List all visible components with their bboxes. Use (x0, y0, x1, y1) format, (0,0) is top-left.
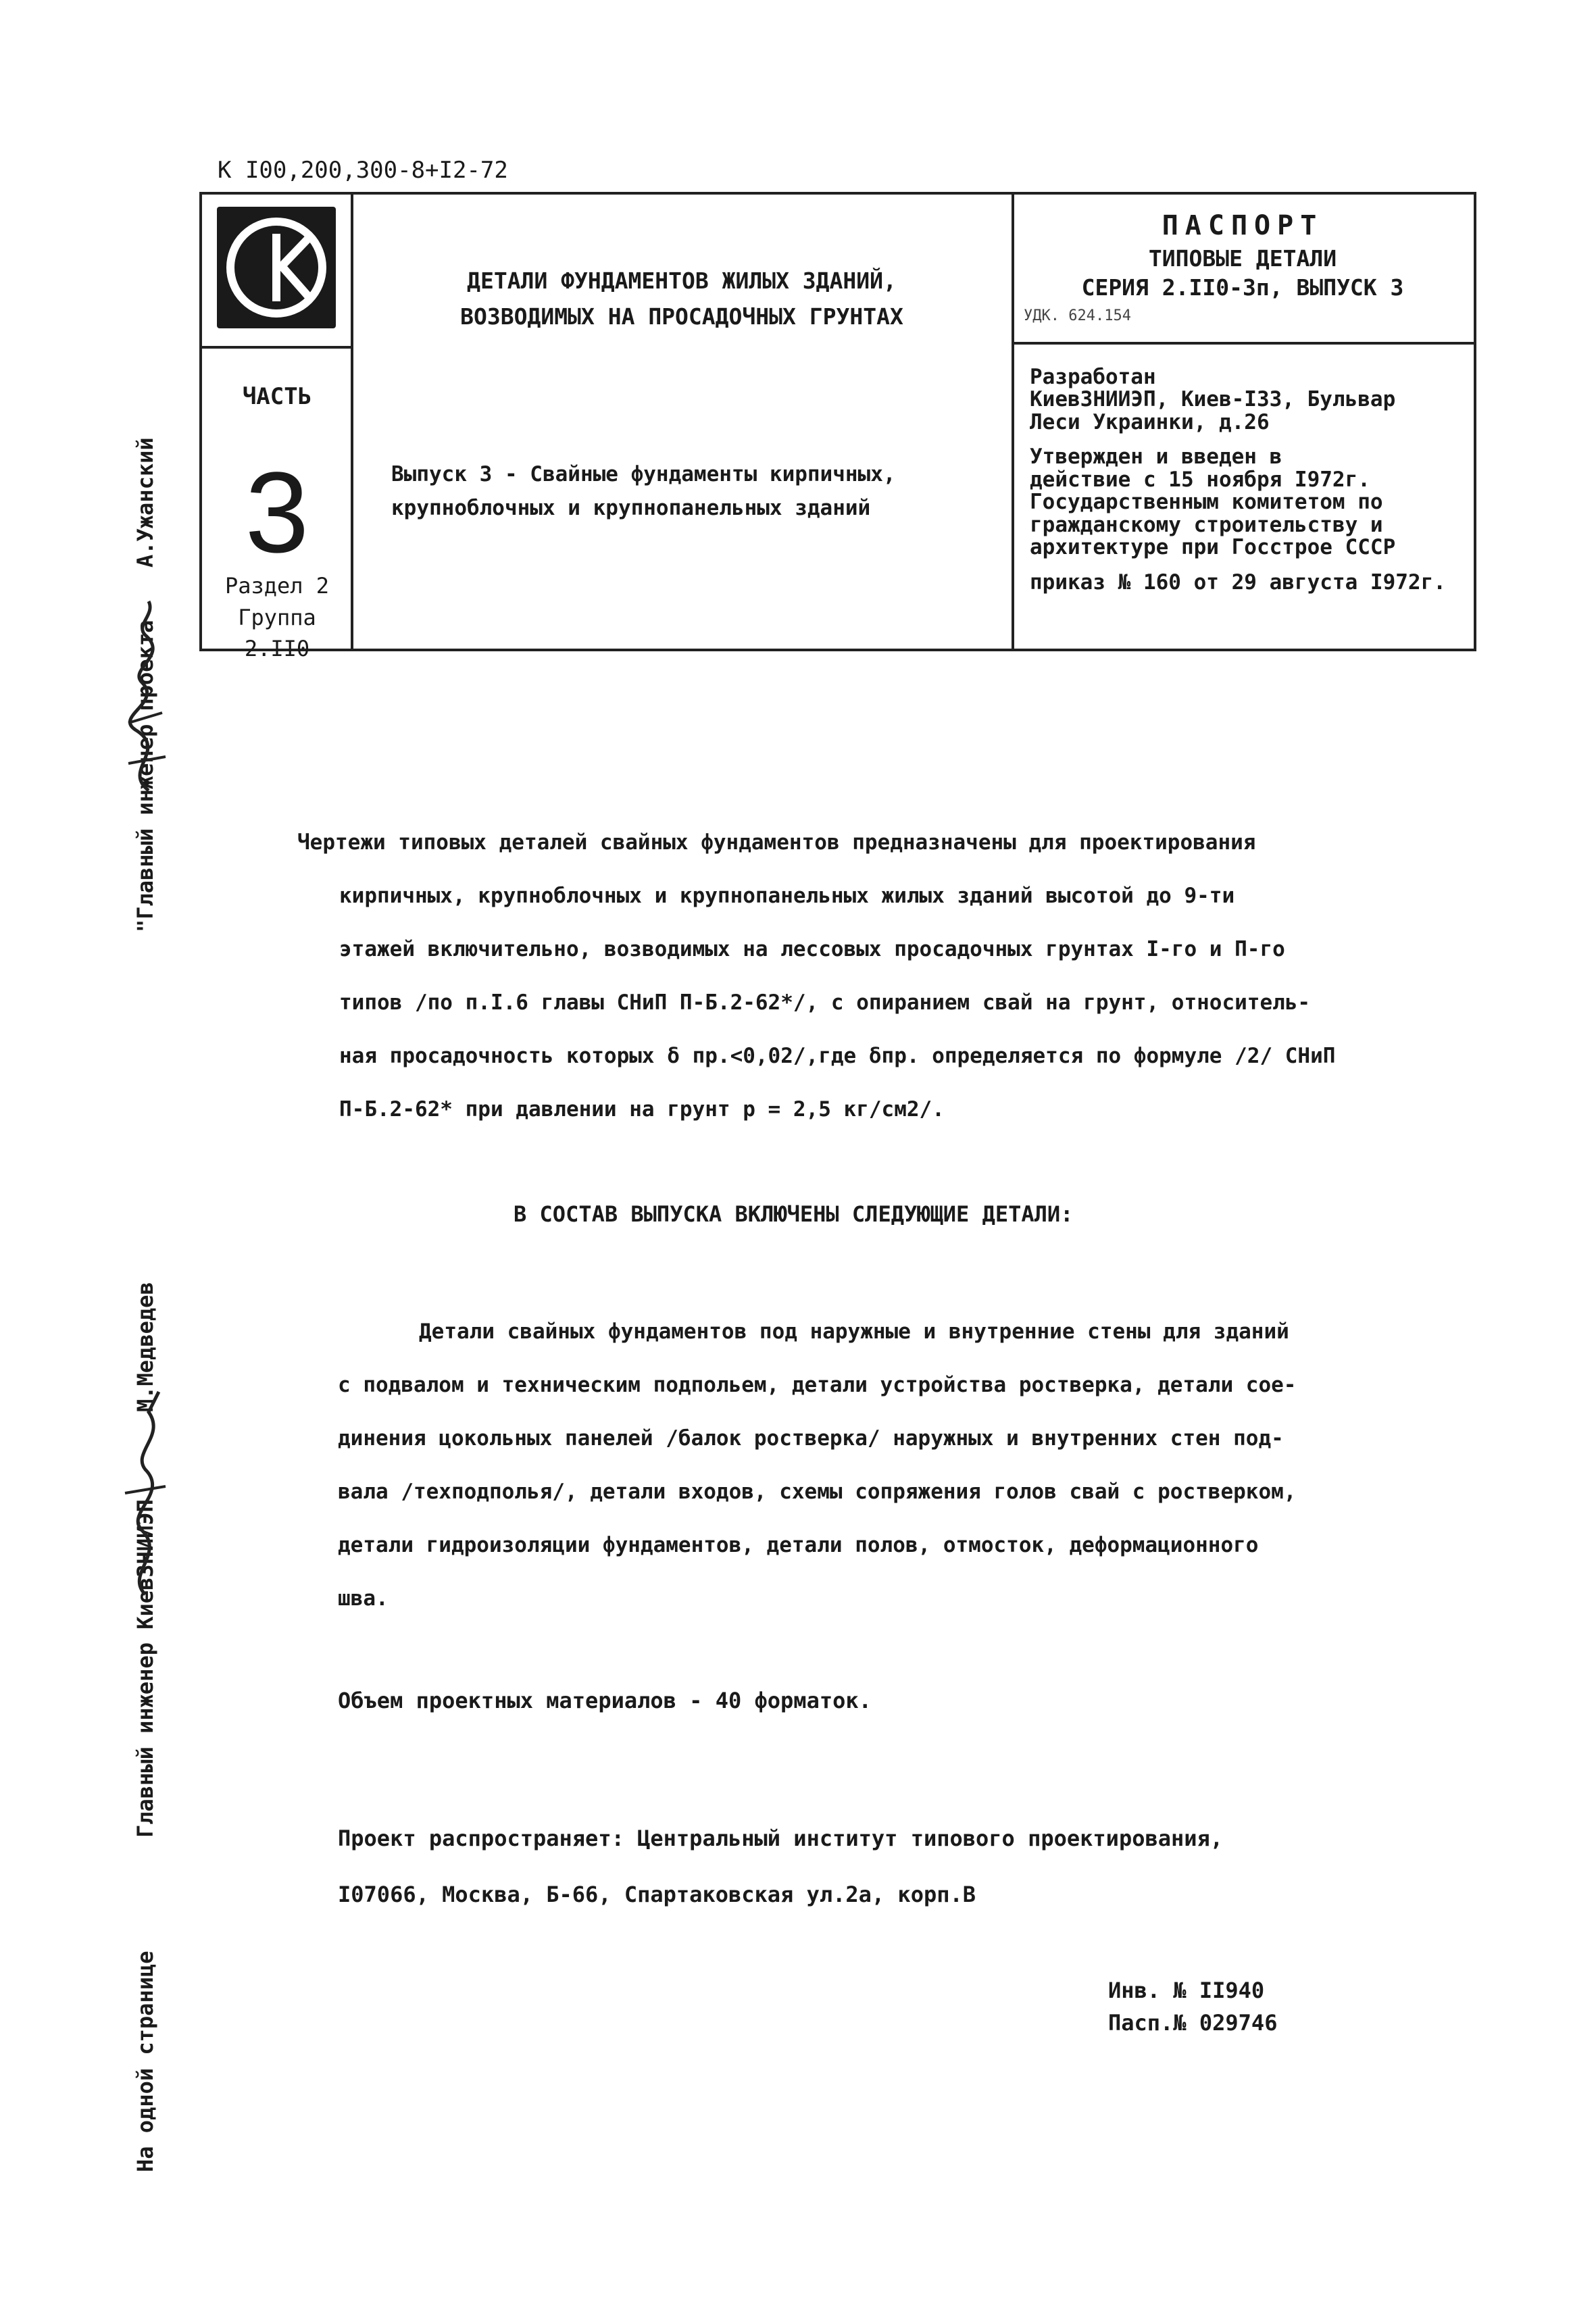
divider (1012, 342, 1474, 345)
purpose-paragraph (297, 816, 1365, 1136)
paragraph-line: типов /по п.I.6 главы СНиП П-Б.2-62*/, с опиранием свай на грунт, относитель- (339, 990, 1311, 1015)
release-line: крупноблочных и крупнопанельных зданий (391, 495, 871, 520)
paragraph-line: П-Б.2-62* при давлении на грунт р = 2,5 кг/см2/. (339, 1097, 945, 1122)
part-number: 3 (245, 449, 309, 578)
logo (217, 207, 336, 328)
paragraph-line: Детали свайных фундаментов под наружные и внутренние стены для зданий (419, 1319, 1289, 1344)
paragraph-line: с подвалом и техническим подпольем, детали устройства ростверка, детали сое- (338, 1373, 1297, 1398)
approval-line: гражданскому строительству и (1030, 512, 1383, 537)
developer-line: Леси Украинки, д.26 (1030, 409, 1270, 434)
contents-heading: В СОСТАВ ВЫПУСКА ВКЛЮЧЕНЫ СЛЕДУЮЩИЕ ДЕТАЛИ: (514, 1201, 1074, 1227)
distribution-block (338, 1811, 1223, 1923)
paragraph-line: динения цокольных панелей /балок ростверка/ наружных и внутренних стен под- (338, 1426, 1284, 1451)
margin-name-uzhansky: А.Ужанский (132, 437, 158, 568)
ck-logo-icon (217, 207, 336, 328)
paragraph-line: вала /техподполья/, детали входов, схемы сопряжения голов свай с ростверком, (338, 1480, 1297, 1505)
paragraph-line: шва. (338, 1586, 389, 1611)
passport-number: Пасп.№ 029746 (1108, 2010, 1278, 2036)
paragraph-line: ная просадочность которых δ пр.<0,02/,где δпр. определяется по формуле /2/ СНиП (339, 1044, 1336, 1069)
paragraph-line: Чертежи типовых деталей свайных фундаментов предназначены для проектирования (297, 830, 1256, 855)
distribution-line: I07066, Москва, Б-66, Спартаковская ул.2а, корп.В (338, 1882, 976, 1908)
approval-line: архитектуре при Госстрое СССР (1030, 535, 1396, 560)
margin-single-page-note: На одной странице (132, 1951, 158, 2172)
part-block (202, 378, 352, 665)
section-label: Раздел 2 (224, 573, 330, 599)
approval-line: действие с 15 ноября I972г. (1030, 467, 1370, 492)
volume-line: Объем проектных материалов - 40 форматок. (338, 1688, 872, 1713)
document-title (357, 263, 1006, 335)
title-line: ДЕТАЛИ ФУНДАМЕНТОВ ЖИЛЫХ ЗДАНИЙ, (467, 268, 897, 294)
passport-title: ПАСПОРТ (1162, 210, 1324, 241)
part-label: ЧАСТЬ (242, 383, 312, 410)
inventory-block (1108, 1974, 1277, 2039)
document-code: К I00,200,300-8+I2-72 (218, 157, 508, 184)
contents-paragraph (338, 1305, 1392, 1626)
release-description (391, 458, 972, 525)
inventory-number: Инв. № II940 (1108, 1978, 1265, 2003)
signature-icon (111, 1385, 179, 1601)
distribution-line: Проект распространяет: Центральный институт типового проектирования, (338, 1826, 1224, 1851)
title-line: ВОЗВОДИМЫХ НА ПРОСАДОЧНЫХ ГРУНТАХ (460, 303, 903, 330)
developer-label: Разработан (1030, 365, 1156, 389)
margin-chief-engineer-institute: Главный инженер КиевЗНИИЭП (132, 1499, 158, 1838)
release-line: Выпуск 3 - Свайные фундаменты кирпичных, (391, 462, 896, 486)
divider (202, 346, 351, 349)
order-line: приказ № 160 от 29 августа I972г. (1030, 570, 1446, 595)
group-value: 2.II0 (244, 636, 310, 662)
margin-chief-engineer-project: "Главный инженер проекта (132, 620, 158, 932)
paragraph-line: кирпичных, крупноблочных и крупнопанельных жилых зданий высотой до 9-ти (339, 884, 1235, 909)
passport-series: СЕРИЯ 2.II0-3п, ВЫПУСК 3 (1081, 274, 1404, 301)
signature-icon (108, 595, 182, 797)
margin-name-medvedev: М.Медведев (132, 1282, 158, 1412)
header-table (199, 192, 1476, 662)
passport-type: ТИПОВЫЕ ДЕТАЛИ (1148, 245, 1337, 272)
paragraph-line: детали гидроизоляции фундаментов, детали полов, отмосток, деформационного (338, 1533, 1259, 1558)
developer-block (1030, 366, 1476, 594)
paragraph-line: этажей включительно, возводимых на лессовых просадочных грунтах I-го и П-го (339, 937, 1285, 962)
divider (1012, 195, 1014, 649)
udk-code: УДК. 624.154 (1024, 307, 1131, 324)
group-label: Группа (238, 604, 316, 630)
approval-line: Утвержден и введен в (1030, 445, 1282, 470)
passport-block (1020, 208, 1466, 329)
approval-line: Государственным комитетом по (1030, 490, 1383, 515)
developer-line: КиевЗНИИЭП, Киев-I33, Бульвар (1030, 387, 1396, 412)
